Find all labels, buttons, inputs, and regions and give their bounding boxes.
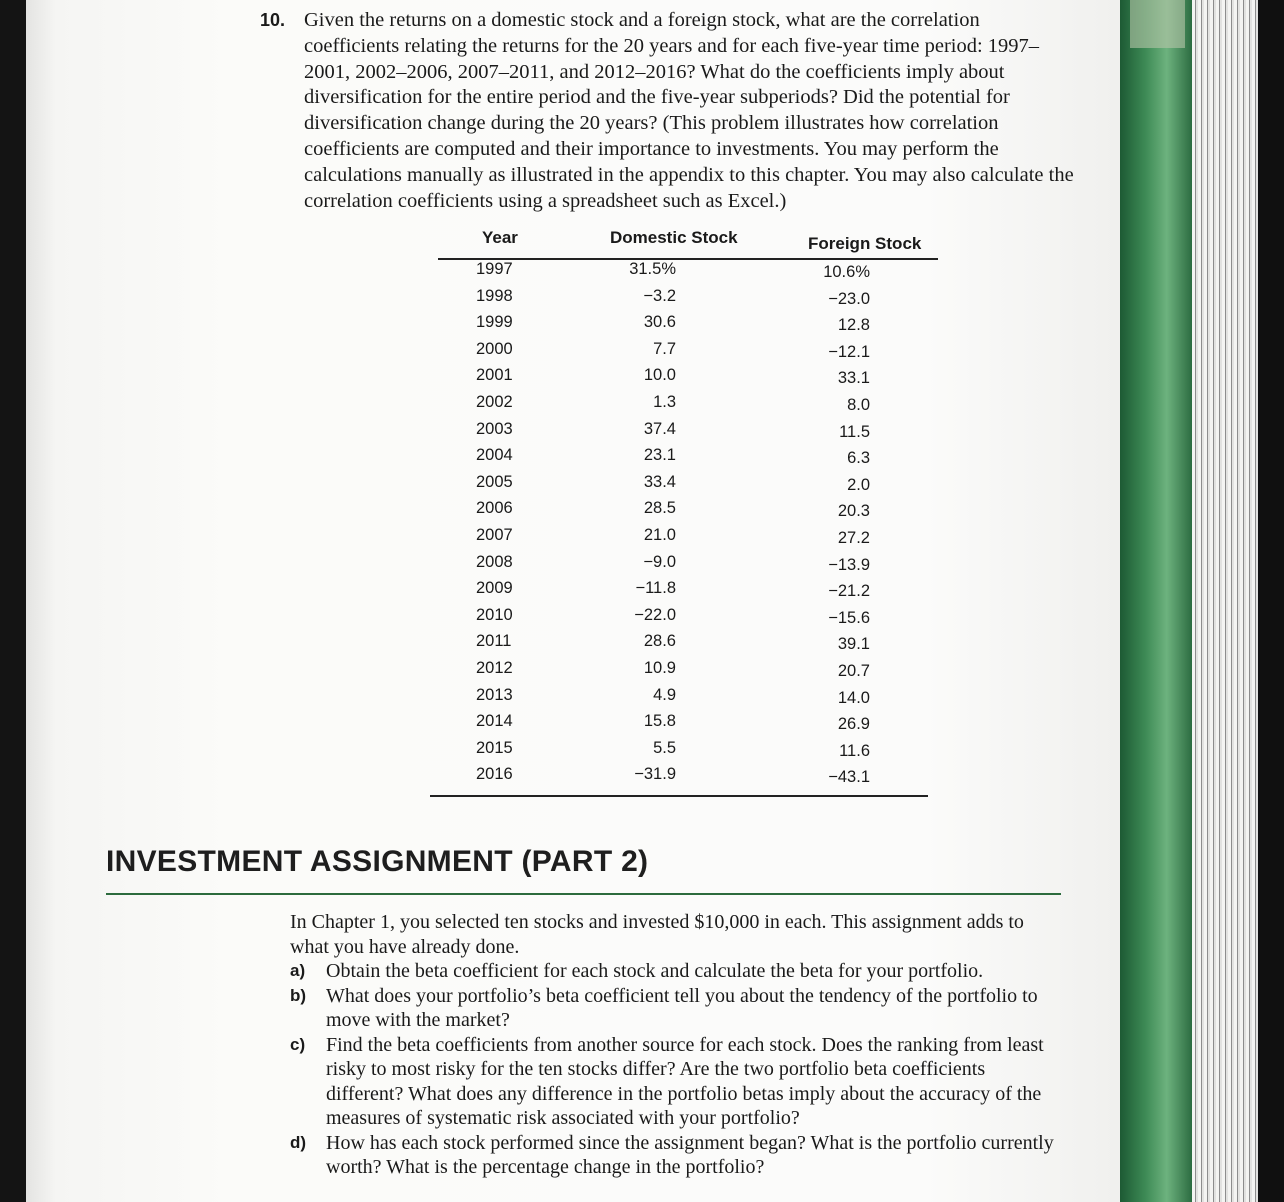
year-cell: 1998	[476, 286, 513, 305]
table-row	[438, 686, 938, 712]
foreign-cell: −43.1	[828, 768, 870, 787]
header-year: Year	[482, 228, 518, 247]
table-row	[438, 313, 938, 339]
banknote-image	[1130, 0, 1185, 48]
foreign-cell: −23.0	[828, 289, 870, 308]
header-foreign-stock: Foreign Stock	[808, 234, 922, 253]
foreign-cell: 11.6	[839, 741, 870, 760]
domestic-cell: 28.5	[643, 499, 676, 518]
section-heading: INVESTMENT ASSIGNMENT (PART 2)	[106, 845, 649, 878]
domestic-cell: 10.0	[643, 366, 676, 385]
year-cell: 2011	[476, 632, 512, 651]
domestic-cell: 33.4	[643, 472, 676, 491]
foreign-cell: 26.9	[837, 715, 870, 734]
foreign-cell: 20.7	[837, 662, 870, 680]
domestic-cell: 30.6	[643, 313, 676, 332]
table-row	[438, 260, 938, 286]
year-cell: 2003	[476, 419, 513, 438]
question-text: Given the returns on a domestic stock and a foreign stock, what are the correlation coefficients relating the returns for the 20 years and for each five-year time period: 1997–2001, 2002–2006, 2007–2011, and 2012–2016? What do the coefficients imply about diversification for the entire period and the five-year subperiods? Did the potential for diversification change during the 20 years? (This problem illustrates how correlation coefficients are computed and their importance to investments. You may perform the calculations manually as illustrated in the appendix to this chapter. You may also calculate the correlation coefficients using a spreadsheet such as Excel.)	[304, 9, 1074, 212]
table-row	[438, 526, 938, 552]
year-cell: 2009	[476, 579, 513, 598]
domestic-cell: 7.7	[653, 339, 676, 358]
year-cell: 2016	[476, 765, 513, 784]
dark-border	[1258, 0, 1284, 1202]
foreign-cell: 6.3	[847, 449, 870, 468]
table-row	[438, 499, 938, 525]
foreign-cell: 39.1	[837, 635, 870, 654]
year-cell: 2008	[476, 552, 513, 571]
foreign-cell: −13.9	[828, 555, 870, 574]
assignment-intro: In Chapter 1, you selected ten stocks and invested $10,000 in each. This assignment adds to what you have already done.	[290, 911, 1024, 958]
foreign-cell: −12.1	[828, 342, 870, 361]
table-row	[438, 632, 938, 658]
year-cell: 2001	[476, 366, 513, 385]
year-cell: 2015	[476, 738, 513, 757]
year-cell: 2014	[476, 712, 513, 731]
domestic-cell: −3.2	[643, 286, 676, 305]
header-domestic-stock: Domestic Stock	[610, 228, 738, 247]
domestic-cell: 15.8	[643, 712, 676, 731]
year-cell: 2005	[476, 472, 513, 491]
domestic-cell: 31.5%	[629, 260, 676, 278]
domestic-cell: 4.9	[653, 685, 676, 704]
foreign-cell: 8.0	[847, 396, 870, 414]
item-label: c)	[290, 1034, 306, 1054]
domestic-cell: −31.9	[634, 765, 676, 784]
year-cell: 2002	[476, 393, 513, 411]
item-label: a)	[290, 961, 306, 980]
item-label: d)	[290, 1132, 307, 1152]
table-row	[438, 340, 938, 366]
question-number: 10.	[260, 10, 286, 30]
assignment-item	[290, 1131, 1065, 1180]
domestic-cell: 28.6	[643, 632, 676, 651]
item-text: What does your portfolio’s beta coefficient tell you about the tendency of the portfolio to move with the market?	[326, 984, 1038, 1031]
foreign-cell: −21.2	[828, 582, 870, 601]
domestic-cell: −22.0	[634, 605, 676, 624]
year-cell: 2012	[476, 659, 513, 677]
table-row	[438, 712, 938, 738]
table-row	[438, 287, 938, 313]
table-bottom-rule	[430, 795, 928, 797]
year-cell: 2007	[476, 526, 513, 544]
year-cell: 2000	[476, 339, 513, 358]
foreign-cell: 27.2	[837, 529, 870, 547]
table-row	[438, 446, 938, 472]
year-cell: 2010	[476, 605, 513, 624]
foreign-cell: 10.6%	[823, 263, 870, 281]
table-row	[438, 659, 938, 685]
foreign-cell: 20.3	[837, 502, 870, 521]
table-row	[438, 606, 938, 632]
assignment-item	[290, 1033, 1065, 1131]
domestic-cell: 1.3	[653, 393, 676, 411]
item-text: Find the beta coefficients from another source for each stock. Does the ranking from least risky to most risky for the ten stocks differ? Are the two portfolio beta coefficients different? What does any difference in the portfolio betas imply about the accuracy of the measures of systematic risk associated with your portfolio?	[326, 1033, 1044, 1129]
foreign-cell: −15.6	[828, 608, 870, 627]
foreign-cell: 11.5	[839, 422, 870, 441]
foreign-cell: 12.8	[837, 316, 870, 335]
item-text: How has each stock performed since the assignment began? What is the portfolio currently worth? What is the percentage change in the portfolio?	[326, 1131, 1054, 1178]
item-label: b)	[290, 985, 307, 1005]
year-cell: 2013	[476, 685, 513, 704]
year-cell: 2006	[476, 499, 513, 518]
year-cell: 1997	[476, 260, 513, 278]
item-text: Obtain the beta coefficient for each stock and calculate the beta for your portfolio.	[326, 960, 984, 982]
assignment-item	[290, 984, 1065, 1033]
foreign-cell: 14.0	[837, 688, 870, 707]
assignment-item	[290, 959, 1065, 984]
table-row	[438, 553, 938, 579]
domestic-cell: −11.8	[635, 579, 676, 598]
table-row	[438, 739, 938, 765]
domestic-cell: 5.5	[653, 738, 676, 757]
domestic-cell: 23.1	[643, 446, 676, 465]
year-cell: 2004	[476, 446, 513, 465]
domestic-cell: 21.0	[643, 526, 676, 544]
table-row	[438, 765, 938, 791]
page-stack-edge	[1192, 0, 1258, 1202]
assignment-body	[290, 910, 1065, 1180]
foreign-cell: 2.0	[847, 475, 870, 494]
green-page-edge	[1120, 0, 1192, 1202]
section-rule	[106, 893, 1061, 895]
year-cell: 1999	[476, 313, 513, 332]
assignment-items	[290, 959, 1065, 1180]
table-row	[438, 473, 938, 499]
domestic-cell: −9.0	[643, 552, 676, 571]
foreign-cell: 33.1	[837, 369, 870, 388]
table-row	[438, 420, 938, 446]
table-row	[438, 579, 938, 605]
table-row	[438, 393, 938, 419]
domestic-cell: 10.9	[643, 659, 676, 677]
table-row	[438, 366, 938, 392]
domestic-cell: 37.4	[643, 419, 676, 438]
question-10	[260, 8, 1080, 214]
